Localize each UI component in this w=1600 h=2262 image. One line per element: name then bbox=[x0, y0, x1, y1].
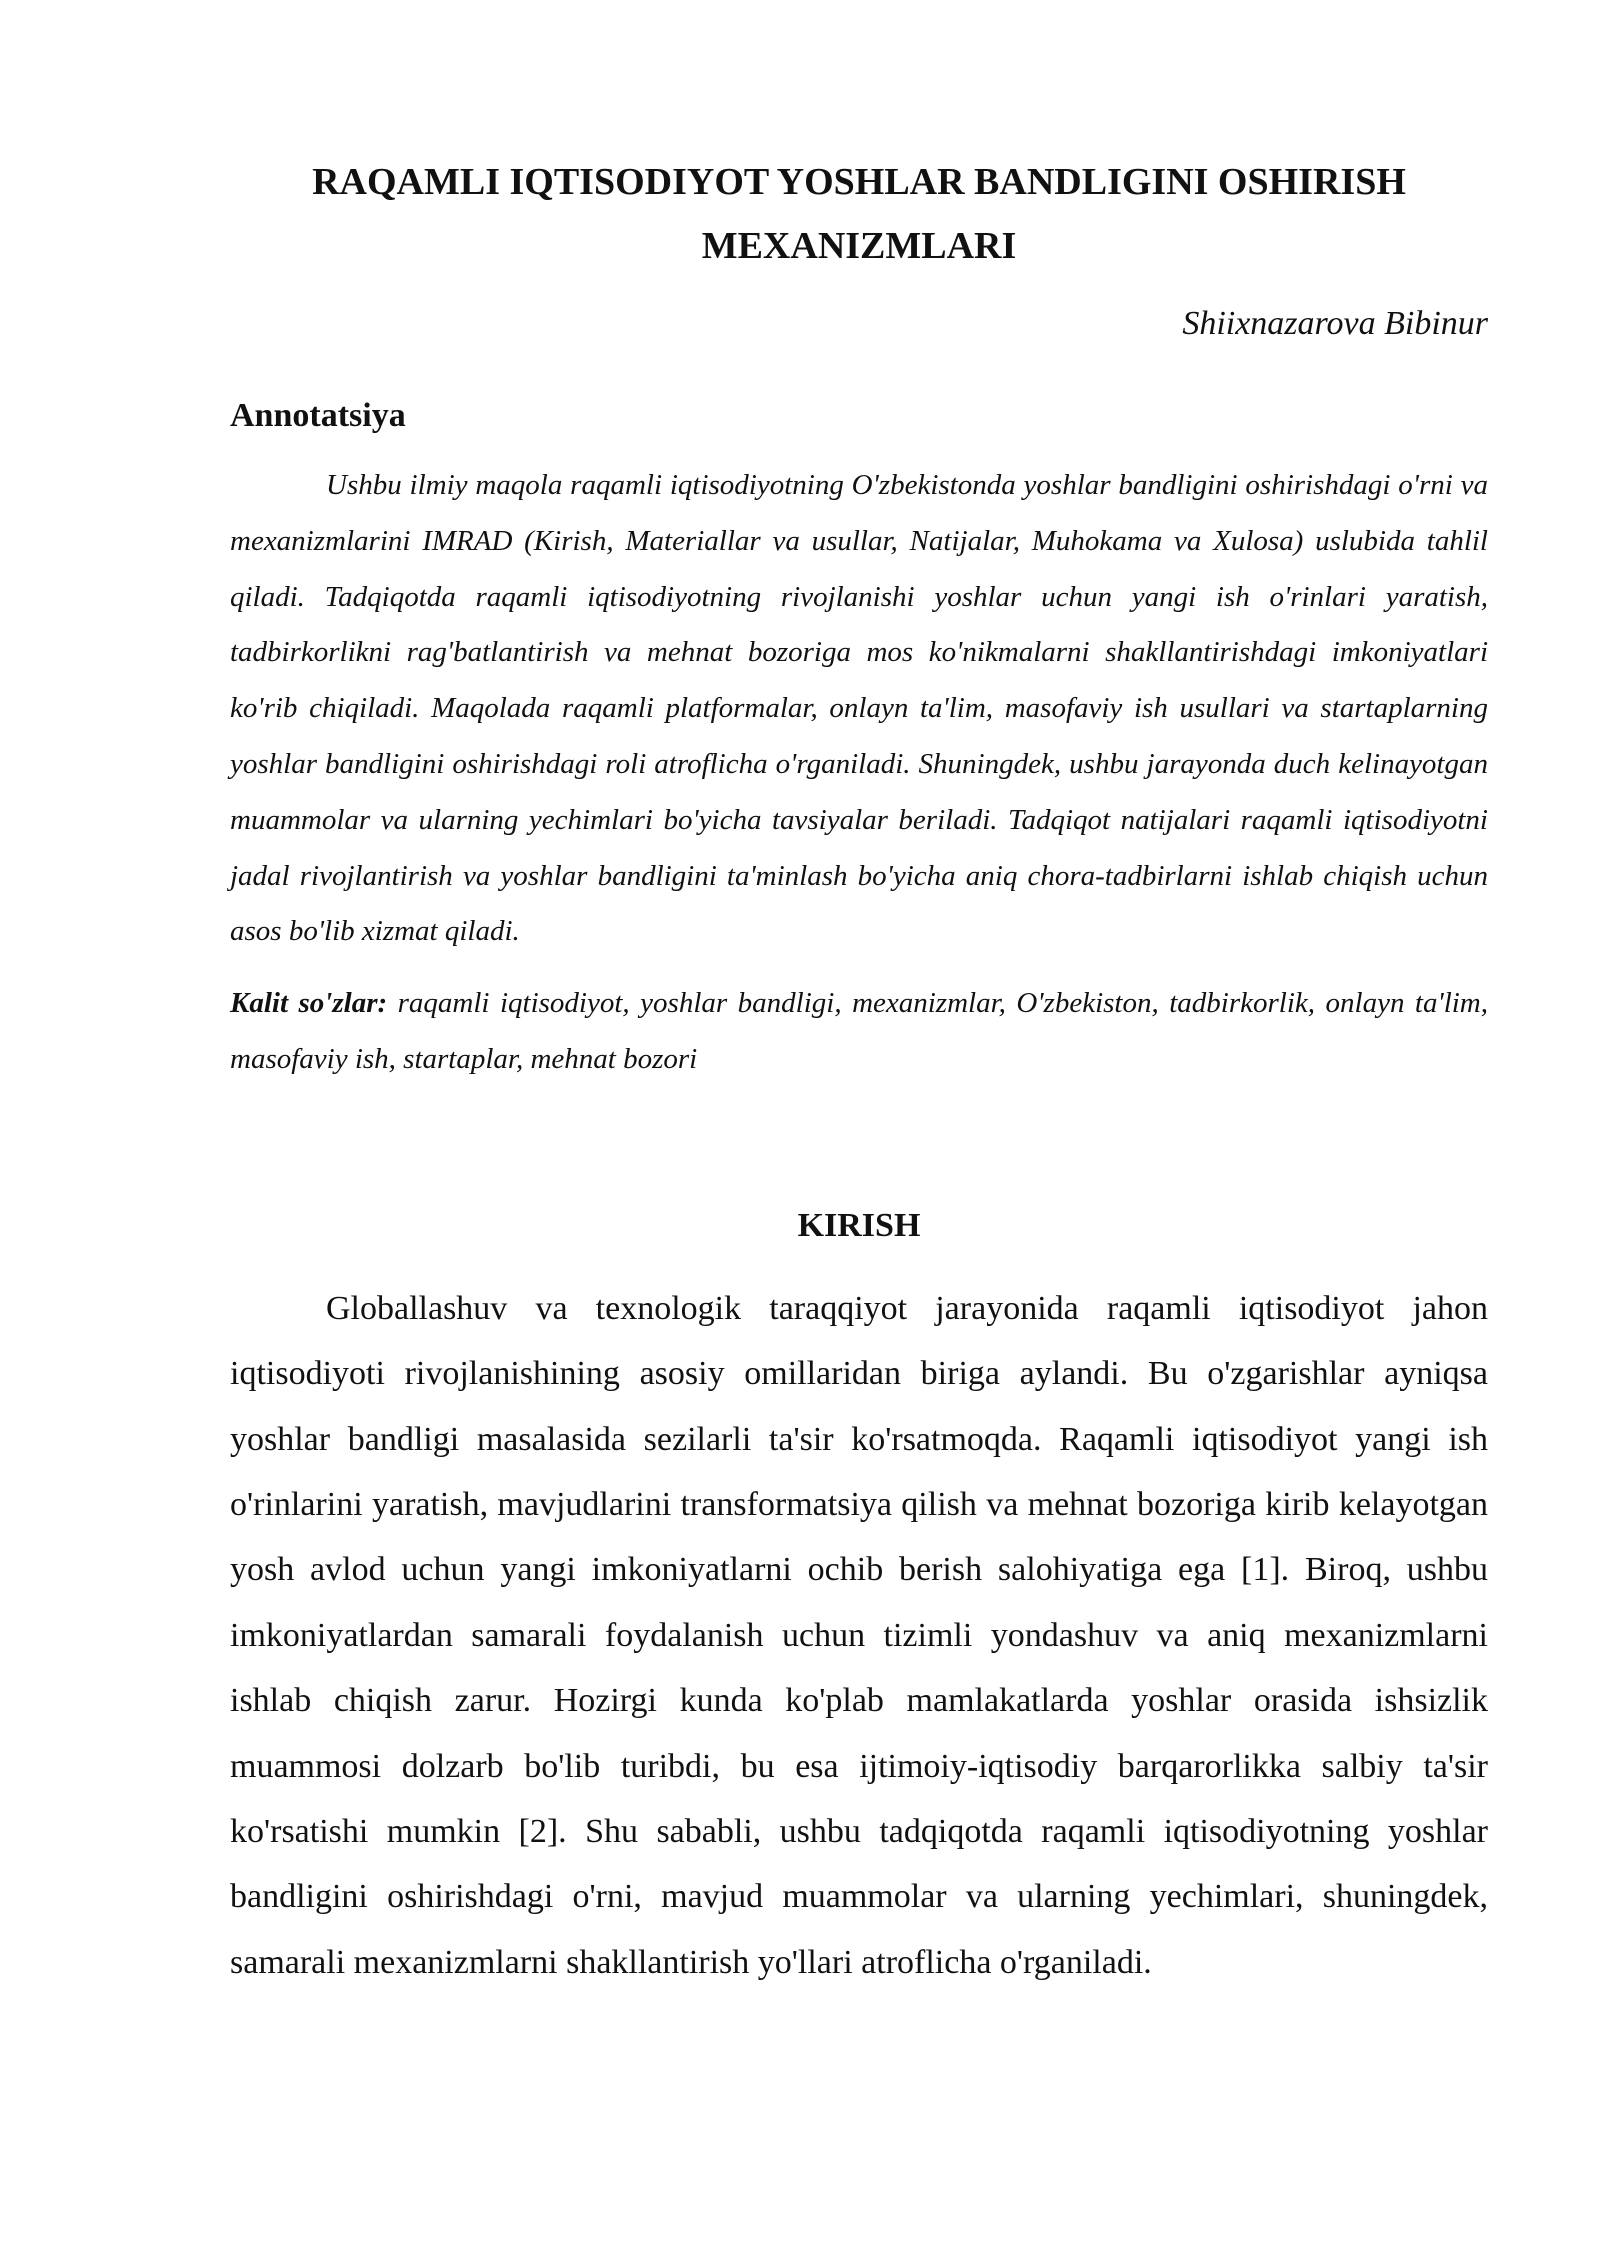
paper-title: RAQAMLI IQTISODIYOT YOSHLAR BANDLIGINI OSHIRISH MEXANIZMLARI bbox=[312, 161, 1406, 267]
keywords-list: raqamli iqtisodiyot, yoshlar bandligi, mexanizmlar, O'zbekiston, tadbirkorlik, onlayn ta'lim, masofaviy ish, startaplar, mehnat bozori bbox=[230, 987, 1488, 1075]
author-name: Shiixnazarova Bibinur bbox=[1182, 305, 1488, 342]
keywords-label: Kalit so'zlar: bbox=[230, 987, 388, 1020]
paper-page bbox=[230, 150, 1488, 1995]
abstract-text: Ushbu ilmiy maqola raqamli iqtisodiyotning O'zbekistonda yoshlar bandligini oshirishdagi o'rni va mexanizmlarini IMRAD (Kirish, Materiallar va usullar, Natijalar, Muhokama va Xulosa) uslubida tahlil qiladi. Tadqiqotda raqamli iqtisodiyotning rivojlanishi yoshlar uchun yangi ish o'rinlari yaratish, tadbirkorlikni rag'batlantirish va mehnat bozoriga mos ko'nikmalarni shakllantirishdagi imkoniyatlari ko'rib chiqiladi. Maqolada raqamli platformalar, onlayn ta'lim, masofaviy ish usullari va startaplarning yoshlar bandligini oshirishdagi roli atroflicha o'rganiladi. Shuningdek, ushbu jarayonda duch kelinayotgan muammolar va ularning yechimlari bo'yicha tavsiyalar beriladi. Tadqiqot natijalari raqamli iqtisodiyotni jadal rivojlantirish va yoshlar bandligini ta'minlash bo'yicha aniq chora-tadbirlarni ishlab chiqish uchun asos bo'lib xizmat qiladi. bbox=[230, 469, 1488, 948]
abstract-heading: Annotatsiya bbox=[230, 397, 406, 434]
section-heading-intro: KIRISH bbox=[797, 1206, 921, 1244]
intro-paragraph: Globallashuv va texnologik taraqqiyot jarayonida raqamli iqtisodiyot jahon iqtisodiyoti rivojlanishining asosiy omillaridan biriga aylandi. Bu o'zgarishlar ayniqsa yoshlar bandligi masalasida sezilarli ta'sir ko'rsatmoqda. Raqamli iqtisodiyot yangi ish o'rinlarini yaratish, mavjudlarini transformatsiya qilish va mehnat bozoriga kirib kelayotgan yosh avlod uchun yangi imkoniyatlarni ochib berish salohiyatiga ega [1]. Biroq, ushbu imkoniyatlardan samarali foydalanish uchun tizimli yondashuv va aniq mexanizmlarni ishlab chiqish zarur. Hozirgi kunda ko'plab mamlakatlarda yoshlar orasida ishsizlik muammosi dolzarb bo'lib turibdi, bu esa ijtimoiy-iqtisodiy barqarorlikka salbiy ta'sir ko'rsatishi mumkin [2]. Shu sababli, ushbu tadqiqotda raqamli iqtisodiyotning yoshlar bandligini oshirishdagi o'rni, mavjud muammolar va ularning yechimlari, shuningdek, samarali mexanizmlarni shakllantirish yo'llari atroflicha o'rganiladi. bbox=[230, 1289, 1488, 1981]
keywords bbox=[230, 976, 1488, 1088]
